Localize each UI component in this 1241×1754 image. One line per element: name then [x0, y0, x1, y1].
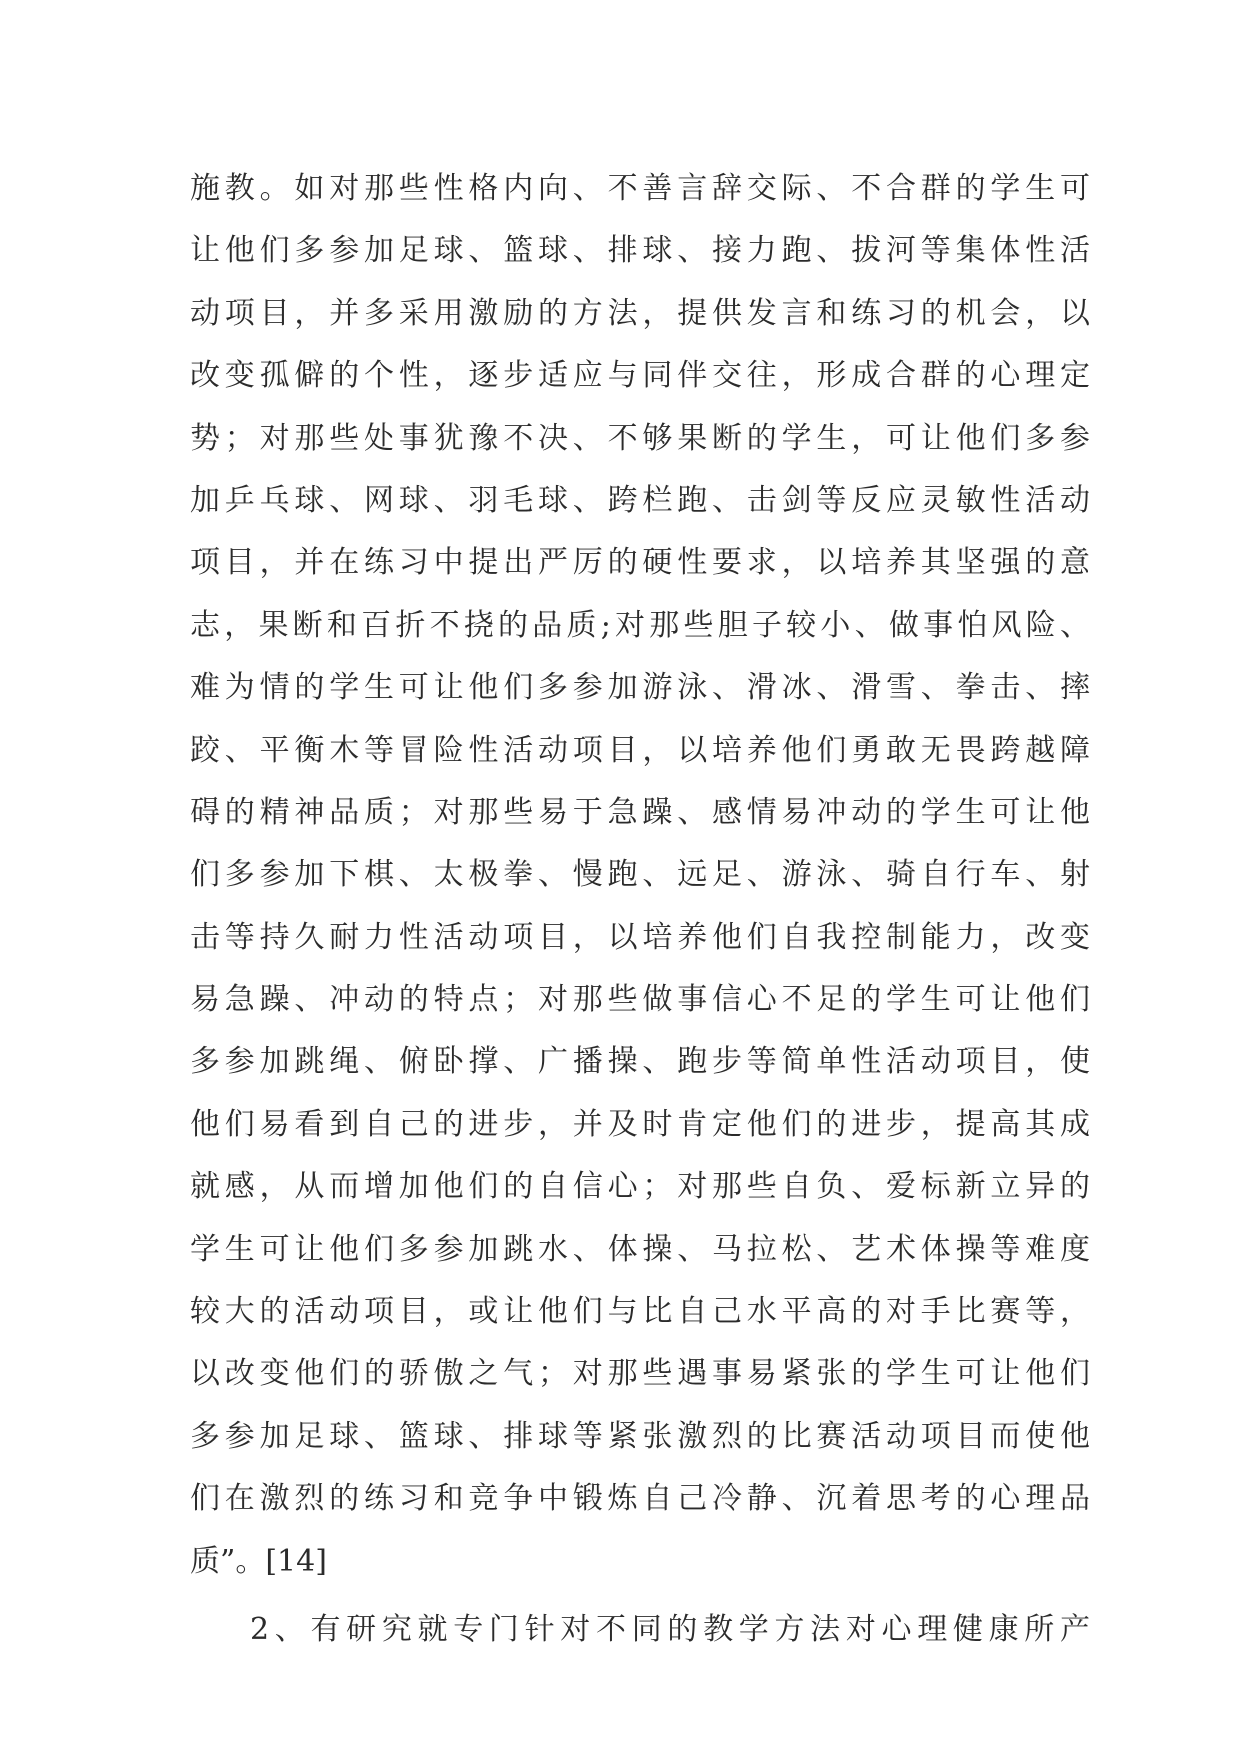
text-line: 项目，并在练习中提出严厉的硬性要求，以培养其坚强的意	[190, 545, 1090, 581]
paragraph-2-first-line: 2、有研究就专门针对不同的教学方法对心理健康所产	[250, 1611, 1090, 1647]
text-line: 让他们多参加足球、篮球、排球、接力跑、拔河等集体性活	[190, 233, 1090, 269]
text-line: 们多参加下棋、太极拳、慢跑、远足、游泳、骑自行车、射	[190, 857, 1090, 893]
text-line: 学生可让他们多参加跳水、体操、马拉松、艺术体操等难度	[190, 1231, 1090, 1267]
text-line: 改变孤僻的个性，逐步适应与同伴交往，形成合群的心理定	[190, 358, 1090, 394]
text-line: 就感，从而增加他们的自信心；对那些自负、爱标新立异的	[190, 1169, 1090, 1205]
text-line: 以改变他们的骄傲之气；对那些遇事易紧张的学生可让他们	[190, 1356, 1090, 1392]
text-line: 他们易看到自己的进步，并及时肯定他们的进步，提高其成	[190, 1106, 1090, 1142]
text-line-paragraph-end: 质”。[14]	[190, 1543, 327, 1579]
text-line: 碍的精神品质；对那些易于急躁、感情易冲动的学生可让他	[190, 794, 1090, 830]
text-line: 势；对那些处事犹豫不决、不够果断的学生，可让他们多参	[190, 420, 1090, 456]
text-line: 易急躁、冲动的特点；对那些做事信心不足的学生可让他们	[190, 982, 1090, 1018]
text-line: 较大的活动项目，或让他们与比自己水平高的对手比赛等，	[190, 1294, 1090, 1330]
text-line: 多参加跳绳、俯卧撑、广播操、跑步等简单性活动项目，使	[190, 1044, 1090, 1080]
text-line: 动项目，并多采用激励的方法，提供发言和练习的机会，以	[190, 295, 1090, 331]
text-line: 施教。如对那些性格内向、不善言辞交际、不合群的学生可	[190, 171, 1090, 206]
text-line: 们在激烈的练习和竞争中锻炼自己冷静、沉着思考的心理品	[190, 1481, 1090, 1517]
text-line: 多参加足球、篮球、排球等紧张激烈的比赛活动项目而使他	[190, 1418, 1090, 1454]
text-line: 加乒乓球、网球、羽毛球、跨栏跑、击剑等反应灵敏性活动	[190, 482, 1090, 518]
body-text	[190, 158, 1090, 1661]
text-line: 志，果断和百折不挠的品质;对那些胆子较小、做事怕风险、	[190, 607, 1090, 643]
text-line: 击等持久耐力性活动项目，以培养他们自我控制能力，改变	[190, 919, 1090, 955]
text-line: 跤、平衡木等冒险性活动项目，以培养他们勇敢无畏跨越障	[190, 732, 1090, 768]
text-line: 难为情的学生可让他们多参加游泳、滑冰、滑雪、拳击、摔	[190, 670, 1090, 706]
